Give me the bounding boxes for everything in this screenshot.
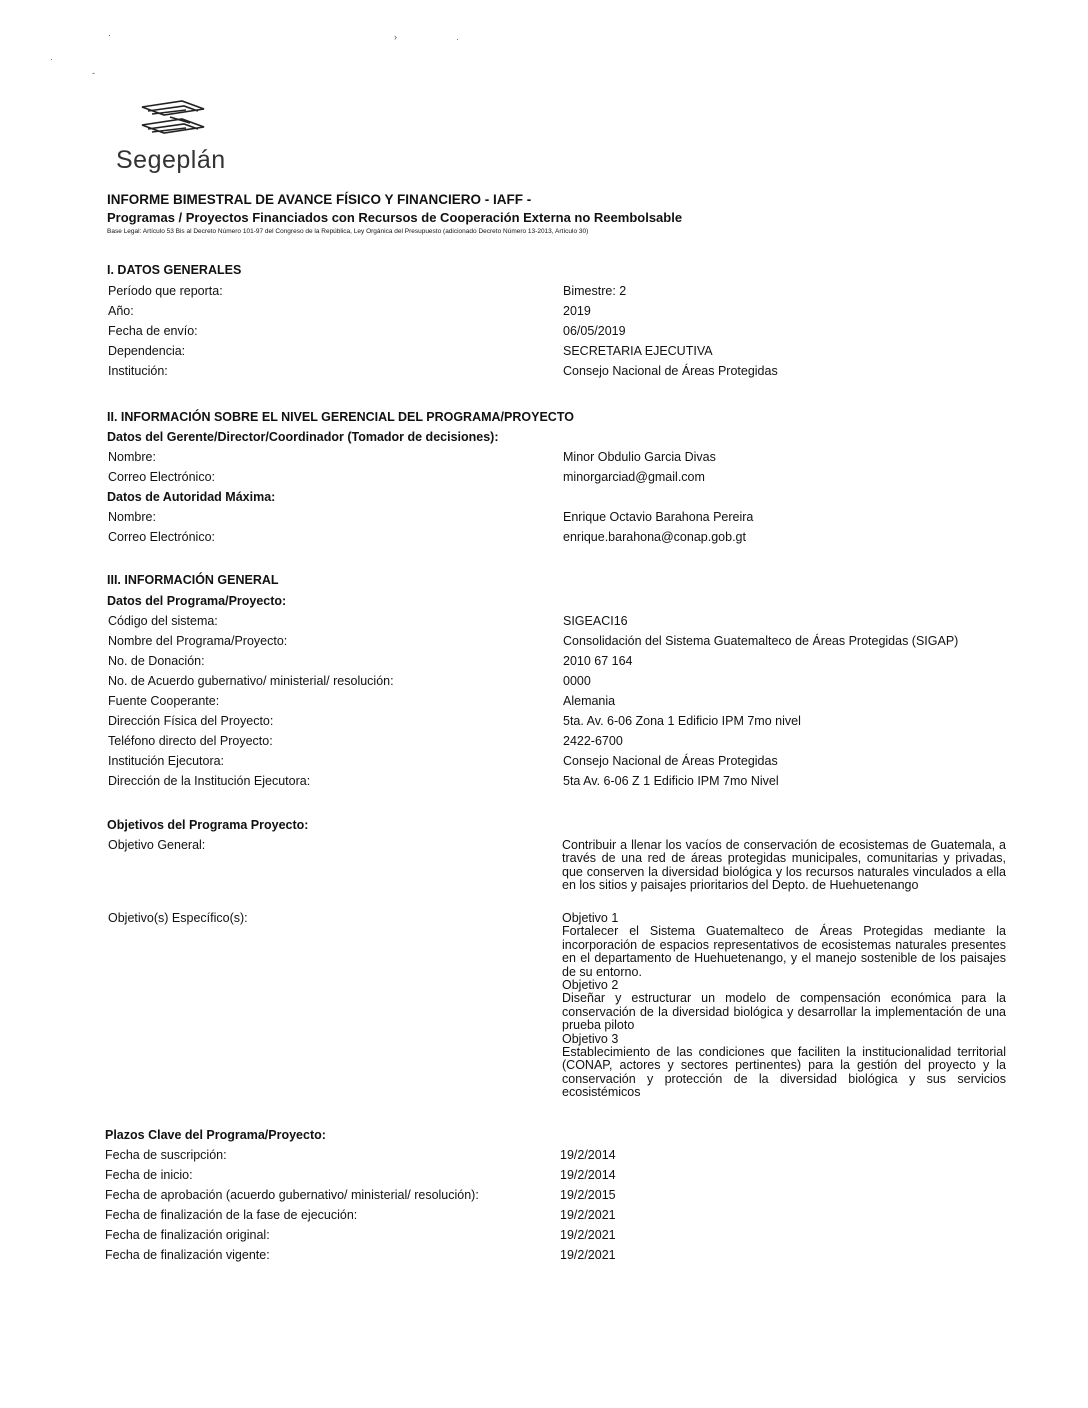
scan-speck: -	[92, 68, 95, 78]
report-subtitle: Programas / Proyectos Financiados con Recursos de Cooperación Externa no Reembolsable	[107, 210, 683, 225]
field-label: Fuente Cooperante:	[108, 694, 220, 708]
field-value: 5ta Av. 6-06 Z 1 Edificio IPM 7mo Nivel	[563, 774, 779, 788]
objective-heading: Objetivo 3	[562, 1031, 619, 1046]
specific-objectives-label: Objetivo(s) Específico(s):	[108, 911, 248, 925]
section-general-info-title: III. INFORMACIÓN GENERAL	[107, 573, 279, 587]
scan-speck: ›	[394, 32, 397, 42]
field-value: SECRETARIA EJECUTIVA	[563, 344, 713, 358]
field-value: 06/05/2019	[563, 324, 626, 338]
general-objective-text: Contribuir a llenar los vacíos de conservación de ecosistemas de Guatemala, a través de una red de áreas protegidas municipales, comunitarias y privadas, que conserven la diversidad biológica y los recursos naturales vinculados a ella en los sitios y paisajes prioritarios del Depto. de Huehuetenango	[562, 838, 1006, 892]
legal-basis: Base Legal: Artículo 53 Bis al Decreto Número 101-97 del Congreso de la República, Ley Orgánica del Presupuesto (adicionado Decreto Número 13-2013, Artículo 30)	[107, 228, 589, 235]
field-value: 2010 67 164	[563, 654, 633, 668]
field-label: Teléfono directo del Proyecto:	[108, 734, 273, 748]
manager-name: Minor Obdulio Garcia Divas	[563, 450, 716, 464]
date-value: 19/2/2021	[560, 1228, 616, 1242]
field-label: No. de Donación:	[108, 654, 205, 668]
field-value: 2422-6700	[563, 734, 623, 748]
authority-heading: Datos de Autoridad Máxima:	[107, 490, 276, 504]
authority-email: enrique.barahona@conap.gob.gt	[563, 530, 746, 544]
date-label: Fecha de suscripción:	[105, 1148, 227, 1162]
field-label: Institución:	[108, 364, 168, 378]
field-label: Nombre del Programa/Proyecto:	[108, 634, 288, 648]
field-label: Año:	[108, 304, 134, 318]
scan-speck: ·	[50, 54, 53, 64]
field-label: No. de Acuerdo gubernativo/ ministerial/ resolución:	[108, 674, 394, 688]
date-label: Fecha de inicio:	[105, 1168, 193, 1182]
field-label: Fecha de envío:	[108, 324, 198, 338]
section-general-data-title: I. DATOS GENERALES	[107, 263, 242, 277]
key-dates-heading: Plazos Clave del Programa/Proyecto:	[105, 1128, 326, 1142]
objective-text: Diseñar y estructurar un modelo de compensación económica para la conservación de la diversidad biológica y desarrollar la implementación de una prueba piloto	[562, 991, 1006, 1033]
scan-speck: ·	[108, 30, 111, 40]
date-label: Fecha de finalización original:	[105, 1228, 270, 1242]
field-value: Consejo Nacional de Áreas Protegidas	[563, 364, 778, 378]
field-value: 5ta. Av. 6-06 Zona 1 Edificio IPM 7mo nivel	[563, 714, 801, 728]
field-label: Institución Ejecutora:	[108, 754, 225, 768]
field-label: Correo Electrónico:	[108, 530, 215, 544]
field-label: Nombre:	[108, 450, 156, 464]
section-management-title: II. INFORMACIÓN SOBRE EL NIVEL GERENCIAL DEL PROGRAMA/PROYECTO	[107, 410, 574, 424]
date-value: 19/2/2021	[560, 1208, 616, 1222]
field-label: Nombre:	[108, 510, 156, 524]
objective-heading: Objetivo 1	[562, 911, 619, 925]
field-label: Dirección Física del Proyecto:	[108, 714, 274, 728]
date-label: Fecha de aprobación (acuerdo gubernativo/ ministerial/ resolución):	[105, 1188, 479, 1202]
manager-heading: Datos del Gerente/Director/Coordinador (Tomador de decisiones):	[107, 430, 499, 444]
objective-heading: Objetivo 2	[562, 978, 619, 993]
authority-name: Enrique Octavio Barahona Pereira	[563, 510, 754, 524]
date-value: 19/2/2021	[560, 1248, 616, 1262]
logo-wordmark: Segeplán	[116, 146, 226, 174]
scan-speck: ·	[456, 34, 459, 44]
field-value: 2019	[563, 304, 591, 318]
field-label: Dirección de la Institución Ejecutora:	[108, 774, 311, 788]
date-value: 19/2/2014	[560, 1168, 616, 1182]
field-value: SIGEACI16	[563, 614, 628, 628]
field-value: 0000	[563, 674, 591, 688]
objective-text: Fortalecer el Sistema Guatemalteco de Áreas Protegidas mediante la incorporación de espacios representativos de ecosistemas naturales presentes en el departamento de Huehuetenango, y el manejo sostenible de los paisajes de su entorno.	[562, 924, 1006, 979]
field-value: Bimestre: 2	[563, 284, 627, 298]
objective-text: Establecimiento de las condiciones que faciliten la institucionalidad territorial (CONAP, actores y sectores pertinentes) para la gestión del proyecto y la conservación y protección de la diversidad biológica y sus servicios ecosistémicos	[562, 1045, 1006, 1100]
date-value: 19/2/2014	[560, 1148, 616, 1162]
field-label: Código del sistema:	[108, 614, 218, 628]
field-value: Consejo Nacional de Áreas Protegidas	[563, 754, 778, 768]
date-label: Fecha de finalización vigente:	[105, 1248, 270, 1262]
report-title: INFORME BIMESTRAL DE AVANCE FÍSICO Y FINANCIERO - IAFF -	[107, 192, 532, 207]
objectives-heading: Objetivos del Programa Proyecto:	[107, 818, 309, 832]
field-value: Consolidación del Sistema Guatemalteco de Áreas Protegidas (SIGAP)	[563, 634, 959, 648]
program-data-heading: Datos del Programa/Proyecto:	[107, 594, 287, 608]
specific-objectives-text	[562, 912, 1006, 1100]
date-label: Fecha de finalización de la fase de ejecución:	[105, 1208, 358, 1222]
field-label: Período que reporta:	[108, 284, 223, 298]
field-label: Dependencia:	[108, 344, 186, 358]
date-value: 19/2/2015	[560, 1188, 616, 1202]
field-value: Alemania	[563, 694, 616, 708]
field-label: Correo Electrónico:	[108, 470, 215, 484]
general-objective-label: Objetivo General:	[108, 838, 206, 852]
manager-email: minorgarciad@gmail.com	[563, 470, 705, 484]
